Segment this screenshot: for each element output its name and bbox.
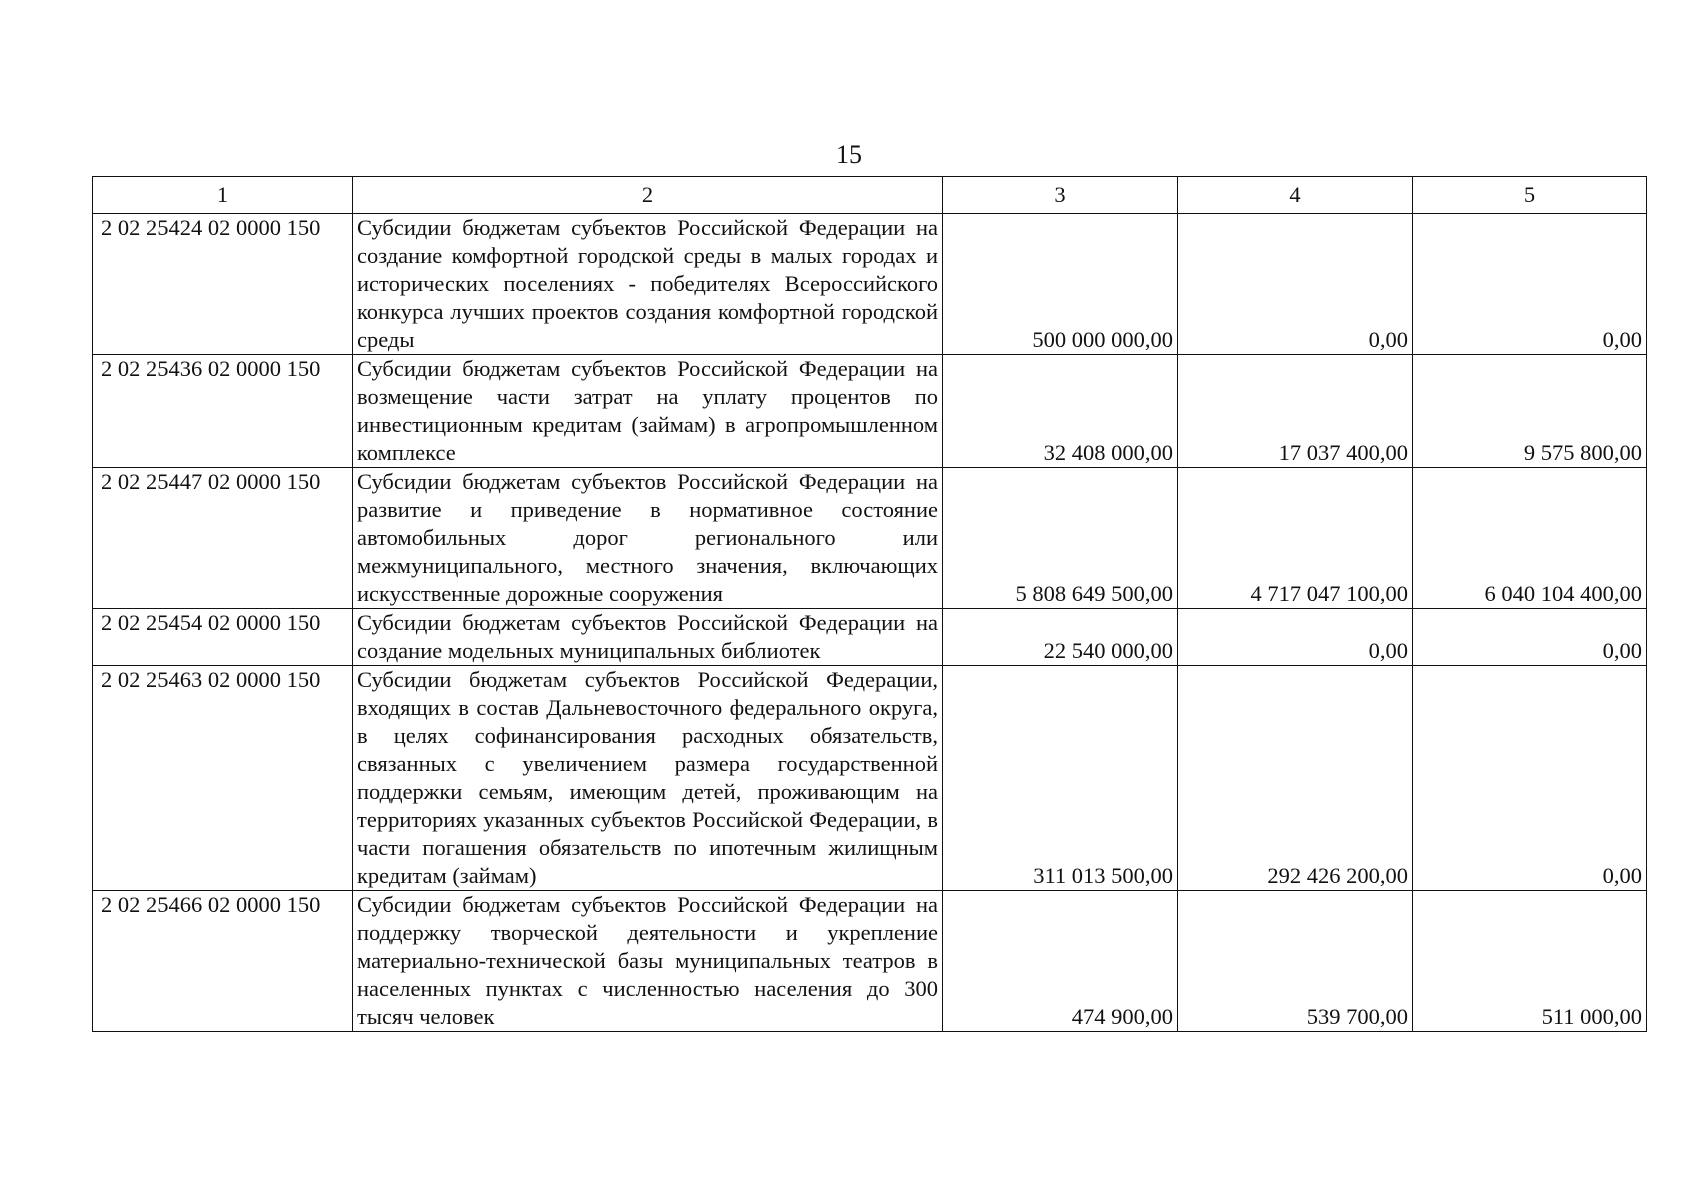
budget-code-cell: 2 02 25424 02 0000 150 [93, 214, 353, 355]
budget-code-cell: 2 02 25463 02 0000 150 [93, 666, 353, 891]
amount-col3-cell: 32 408 000,00 [943, 355, 1178, 468]
budget-table [92, 176, 1647, 1032]
description-cell: Субсидии бюджетам субъектов Российской Федерации на создание модельных муниципальных библиотек [353, 609, 943, 666]
amount-col4-cell: 0,00 [1178, 609, 1413, 666]
table-row [93, 666, 1647, 891]
budget-code-cell: 2 02 25436 02 0000 150 [93, 355, 353, 468]
amount-col3-cell: 311 013 500,00 [943, 666, 1178, 891]
amount-col4-cell: 292 426 200,00 [1178, 666, 1413, 891]
header-row [93, 177, 1647, 214]
amount-col3-cell: 22 540 000,00 [943, 609, 1178, 666]
amount-col3-cell: 500 000 000,00 [943, 214, 1178, 355]
amount-col5-cell: 511 000,00 [1413, 891, 1647, 1032]
description-cell: Субсидии бюджетам субъектов Российской Федерации на развитие и приведение в нормативное состояние автомобильных дорог регионального или межмуниципального, местного значения, включающих искусственные дорожные сооружения [353, 468, 943, 609]
amount-col5-cell: 0,00 [1413, 666, 1647, 891]
table-row [93, 891, 1647, 1032]
amount-col4-cell: 17 037 400,00 [1178, 355, 1413, 468]
amount-col3-cell: 474 900,00 [943, 891, 1178, 1032]
budget-code-cell: 2 02 25454 02 0000 150 [93, 609, 353, 666]
amount-col5-cell: 0,00 [1413, 609, 1647, 666]
description-cell: Субсидии бюджетам субъектов Российской Федерации, входящих в состав Дальневосточного федерального округа, в целях софинансирования расходных обязательств, связанных с увеличением размера государственной поддержки семьям, имеющим детей, проживающим на территориях указанных субъектов Российской Федерации, в части погашения обязательств по ипотечным жилищным кредитам (займам) [353, 666, 943, 891]
amount-col4-cell: 539 700,00 [1178, 891, 1413, 1032]
description-cell: Субсидии бюджетам субъектов Российской Федерации на поддержку творческой деятельности и укрепление материально-технической базы муниципальных театров в населенных пунктах с численностью населения до 300 тысяч человек [353, 891, 943, 1032]
column-header-2: 2 [353, 177, 943, 214]
page-number: 15 [836, 140, 862, 169]
table-row [93, 609, 1647, 666]
budget-code-cell: 2 02 25447 02 0000 150 [93, 468, 353, 609]
amount-col3-cell: 5 808 649 500,00 [943, 468, 1178, 609]
column-header-5: 5 [1413, 177, 1647, 214]
column-header-1: 1 [93, 177, 353, 214]
table-row [93, 355, 1647, 468]
amount-col4-cell: 4 717 047 100,00 [1178, 468, 1413, 609]
column-header-3: 3 [943, 177, 1178, 214]
description-cell: Субсидии бюджетам субъектов Российской Федерации на возмещение части затрат на уплату процентов по инвестиционным кредитам (займам) в агропромышленном комплексе [353, 355, 943, 468]
amount-col5-cell: 6 040 104 400,00 [1413, 468, 1647, 609]
amount-col5-cell: 9 575 800,00 [1413, 355, 1647, 468]
description-cell: Субсидии бюджетам субъектов Российской Федерации на создание комфортной городской среды в малых городах и исторических поселениях - победителях Всероссийского конкурса лучших проектов создания комфортной городской среды [353, 214, 943, 355]
table-row [93, 468, 1647, 609]
table-row [93, 214, 1647, 355]
amount-col5-cell: 0,00 [1413, 214, 1647, 355]
column-header-4: 4 [1178, 177, 1413, 214]
budget-code-cell: 2 02 25466 02 0000 150 [93, 891, 353, 1032]
amount-col4-cell: 0,00 [1178, 214, 1413, 355]
